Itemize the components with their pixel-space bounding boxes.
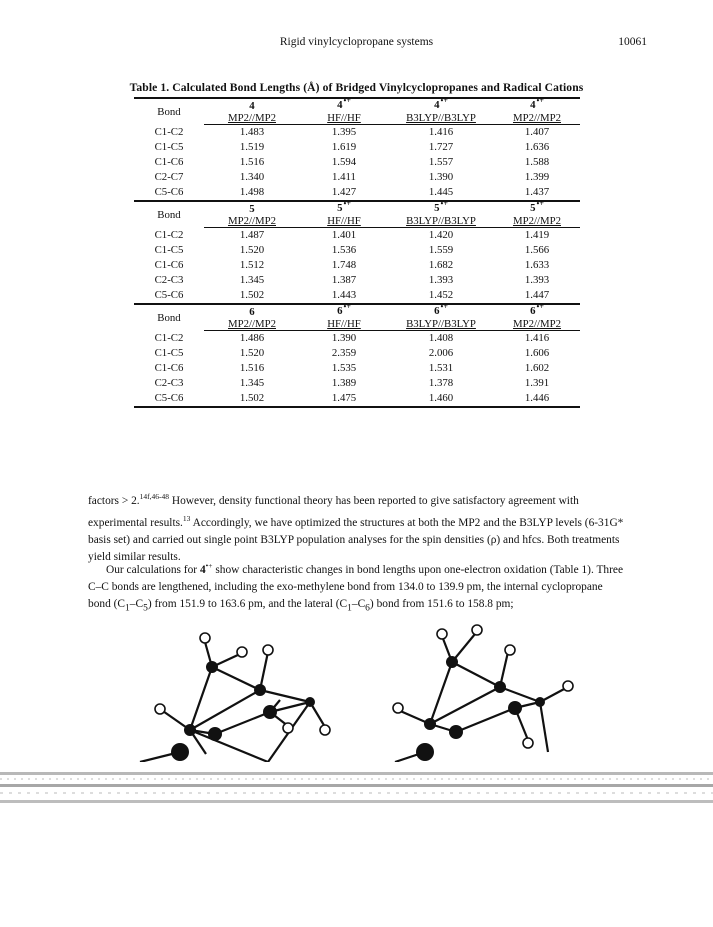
bond-length: 1.636 — [524, 141, 550, 153]
radical-cation-mark: •+ — [440, 302, 448, 311]
bond-name: C2-C7 — [154, 171, 184, 183]
bond-name: C2-C3 — [154, 274, 184, 286]
bond-length: 1.748 — [331, 259, 357, 271]
bond-length: 1.387 — [331, 274, 357, 286]
bond-length: 1.531 — [428, 362, 454, 374]
compound-number-text: 6 — [434, 305, 440, 317]
bond-length: 1.498 — [239, 186, 265, 198]
text-run: –C — [129, 597, 144, 610]
bond-length: 1.487 — [239, 229, 265, 241]
citation: 13 — [182, 513, 191, 523]
bond-length: 2.006 — [428, 347, 454, 359]
bond-length: 1.633 — [524, 259, 550, 271]
compound-number — [388, 201, 494, 215]
method-label: MP2//MP2 — [494, 215, 580, 228]
compound-number-text: 5 — [249, 203, 255, 215]
method-label: HF//HF — [300, 215, 388, 228]
radical-cation-mark: •+ — [536, 96, 544, 105]
bond-length: 1.391 — [524, 377, 550, 389]
bond-name: C5-C6 — [154, 186, 184, 198]
bond-length: 1.411 — [332, 171, 356, 183]
bond-name: C1-C5 — [154, 141, 184, 153]
text-run: show characteristic changes in bond lengths upon one-electron oxidation (Table 1). Three C–C bonds are lengthened, including the exo-methylene bond from 134.0 to 139.9 pm, the internal cyclopropane bond (C — [88, 563, 624, 610]
bond-length: 1.345 — [239, 377, 265, 389]
bond-name: C1-C2 — [154, 125, 184, 138]
bond-length: 1.445 — [428, 186, 454, 198]
bond-length: 1.606 — [524, 347, 550, 359]
bond-length: 1.378 — [428, 377, 454, 389]
subscript: 5 — [143, 603, 148, 614]
table-row — [134, 361, 580, 376]
bond-length: 1.390 — [331, 332, 357, 344]
compound-number: 4 — [199, 563, 206, 576]
bond-name: C1-C2 — [154, 331, 184, 344]
bond-length: 1.588 — [524, 156, 550, 168]
compound-number-text: 5 — [530, 202, 536, 214]
table-row — [134, 140, 580, 155]
bond-length: 1.594 — [331, 156, 357, 168]
text-run: factors > 2. — [88, 494, 140, 507]
text-run: –C — [351, 597, 366, 610]
paragraph-1 — [88, 488, 628, 566]
bond-length: 1.399 — [524, 171, 550, 183]
bond-length: 1.486 — [239, 332, 265, 344]
bond-length: 2.359 — [331, 347, 357, 359]
bond-length: 1.390 — [428, 171, 454, 183]
radical-cation-mark: •+ — [440, 96, 448, 105]
radical-cation-mark: •+ — [440, 199, 448, 208]
table-row — [134, 273, 580, 288]
compound-number-text: 5 — [434, 202, 440, 214]
table-row — [134, 155, 580, 170]
compound-number-text: 5 — [337, 202, 343, 214]
text-run: ) bond from 151.6 to 158.8 pm; — [369, 597, 514, 610]
method-label: B3LYP//B3LYP — [388, 318, 494, 331]
bond-length: 1.516 — [239, 156, 265, 168]
subscript: 1 — [347, 603, 352, 614]
table-row — [134, 243, 580, 258]
table-row — [134, 185, 580, 201]
bond-length: 1.536 — [331, 244, 357, 256]
bond-length: 1.682 — [428, 259, 454, 271]
bond-length: 1.452 — [428, 289, 454, 301]
bond-name: C2-C3 — [154, 377, 184, 389]
table-row — [134, 346, 580, 361]
bond-name: C5-C6 — [154, 289, 184, 301]
method-label: HF//HF — [300, 318, 388, 331]
bond-length: 1.502 — [239, 289, 265, 301]
table-row — [134, 228, 580, 244]
radical-cation-mark: •+ — [536, 302, 544, 311]
subscript: 6 — [365, 603, 370, 614]
running-head — [0, 36, 713, 52]
bond-length: 1.416 — [428, 126, 454, 138]
bond-length: 1.408 — [428, 332, 454, 344]
molecule-left — [140, 642, 325, 762]
molecule-figure — [120, 612, 600, 762]
bond-column-header: Bond — [134, 201, 204, 228]
bond-length: 1.602 — [524, 362, 550, 374]
section-header — [134, 98, 580, 112]
method-label: B3LYP//B3LYP — [388, 112, 494, 125]
bond-name: C1-C6 — [154, 156, 184, 168]
bond-name: C1-C5 — [154, 244, 184, 256]
bond-length: 1.519 — [239, 141, 265, 153]
bond-length: 1.520 — [239, 347, 265, 359]
bond-length: 1.557 — [428, 156, 454, 168]
method-label: MP2//MP2 — [494, 318, 580, 331]
compound-number — [204, 98, 300, 112]
method-label: MP2//MP2 — [204, 318, 300, 331]
bond-length: 1.483 — [239, 126, 265, 138]
method-label: MP2//MP2 — [494, 112, 580, 125]
radical-cation-mark: •+ — [343, 302, 351, 311]
bond-length: 1.443 — [331, 289, 357, 301]
compound-number — [494, 98, 580, 112]
bond-length: 1.427 — [331, 186, 357, 198]
compound-number — [300, 201, 388, 215]
text-run: ) from 151.9 to 163.6 pm, and the lateral (C — [147, 597, 348, 610]
running-title: Rigid vinylcyclopropane systems — [279, 36, 434, 48]
citation: 14f,46-48 — [139, 492, 170, 501]
table-row — [134, 125, 580, 141]
bond-name: C1-C6 — [154, 362, 184, 374]
bond-length: 1.419 — [524, 229, 550, 241]
radical-cation-mark: •+ — [205, 561, 213, 570]
compound-number-text: 4 — [530, 99, 536, 111]
method-label: MP2//MP2 — [204, 215, 300, 228]
table-caption: Table 1. Calculated Bond Lengths (Å) of Bridged Vinylcyclopropanes and Radical Cations — [129, 81, 584, 94]
bond-length: 1.619 — [331, 141, 357, 153]
page-number: 10061 — [618, 36, 647, 48]
bond-length: 1.447 — [524, 289, 550, 301]
bond-length: 1.437 — [524, 186, 550, 198]
compound-number — [300, 304, 388, 318]
bond-length: 1.345 — [239, 274, 265, 286]
bond-length: 1.520 — [239, 244, 265, 256]
table-row — [134, 331, 580, 347]
bond-length: 1.393 — [428, 274, 454, 286]
bond-length: 1.393 — [524, 274, 550, 286]
compound-number-text: 4 — [249, 100, 255, 112]
bond-length-table — [134, 97, 580, 408]
compound-number — [494, 201, 580, 215]
bond-length: 1.389 — [331, 377, 357, 389]
compound-number — [388, 304, 494, 318]
scan-artifact-band — [0, 768, 713, 808]
bond-length: 1.512 — [239, 259, 265, 271]
table-row — [134, 258, 580, 273]
compound-number-text: 6 — [249, 306, 255, 318]
method-label: MP2//MP2 — [204, 112, 300, 125]
compound-number — [204, 201, 300, 215]
table-row — [134, 391, 580, 407]
radical-cation-mark: •+ — [536, 199, 544, 208]
paragraph-2 — [88, 557, 628, 617]
bond-length: 1.516 — [239, 362, 265, 374]
bond-column-header: Bond — [134, 304, 204, 331]
bond-length: 1.420 — [428, 229, 454, 241]
bond-name: C1-C2 — [154, 228, 184, 241]
radical-cation-mark: •+ — [343, 96, 351, 105]
section-header — [134, 201, 580, 215]
subscript: 1 — [125, 603, 130, 614]
section-header — [134, 304, 580, 318]
bond-length: 1.566 — [524, 244, 550, 256]
text-run: Our calculations for — [106, 563, 200, 576]
bond-length: 1.535 — [331, 362, 357, 374]
compound-number-text: 6 — [337, 305, 343, 317]
bond-name: C1-C5 — [154, 347, 184, 359]
compound-number-text: 6 — [530, 305, 536, 317]
table-row — [134, 170, 580, 185]
bond-length: 1.559 — [428, 244, 454, 256]
bond-length: 1.401 — [331, 229, 357, 241]
atoms-left — [155, 633, 330, 761]
bond-length: 1.340 — [239, 171, 265, 183]
compound-number — [204, 304, 300, 318]
text-run: However, density functional theory has been reported to give satisfactory agreement with experimental results. — [88, 494, 579, 529]
bond-name: C1-C6 — [154, 259, 184, 271]
radical-cation-mark: •+ — [343, 199, 351, 208]
compound-number — [388, 98, 494, 112]
table-row — [134, 288, 580, 304]
bond-length: 1.395 — [331, 126, 357, 138]
compound-number-text: 4 — [434, 99, 440, 111]
bond-length: 1.727 — [428, 141, 454, 153]
bond-name: C5-C6 — [134, 391, 204, 407]
bond-length: 1.416 — [524, 332, 550, 344]
bond-length: 1.502 — [204, 391, 300, 407]
table-row — [134, 376, 580, 391]
bond-length: 1.475 — [300, 391, 388, 407]
bond-length: 1.407 — [524, 126, 550, 138]
text-run: Accordingly, we have optimized the structures at both the MP2 and the B3LYP levels (6-31G* basis set) and carried out single point B3LYP population analyses for the spin densities (ρ) and hfcs. Both treatments yield similar results. — [88, 516, 624, 563]
bond-column-header: Bond — [134, 98, 204, 125]
method-label: B3LYP//B3LYP — [388, 215, 494, 228]
bond-length: 1.460 — [388, 391, 494, 407]
compound-number — [494, 304, 580, 318]
compound-number — [300, 98, 388, 112]
method-label: HF//HF — [300, 112, 388, 125]
bond-length: 1.446 — [494, 391, 580, 407]
compound-number-text: 4 — [337, 99, 343, 111]
